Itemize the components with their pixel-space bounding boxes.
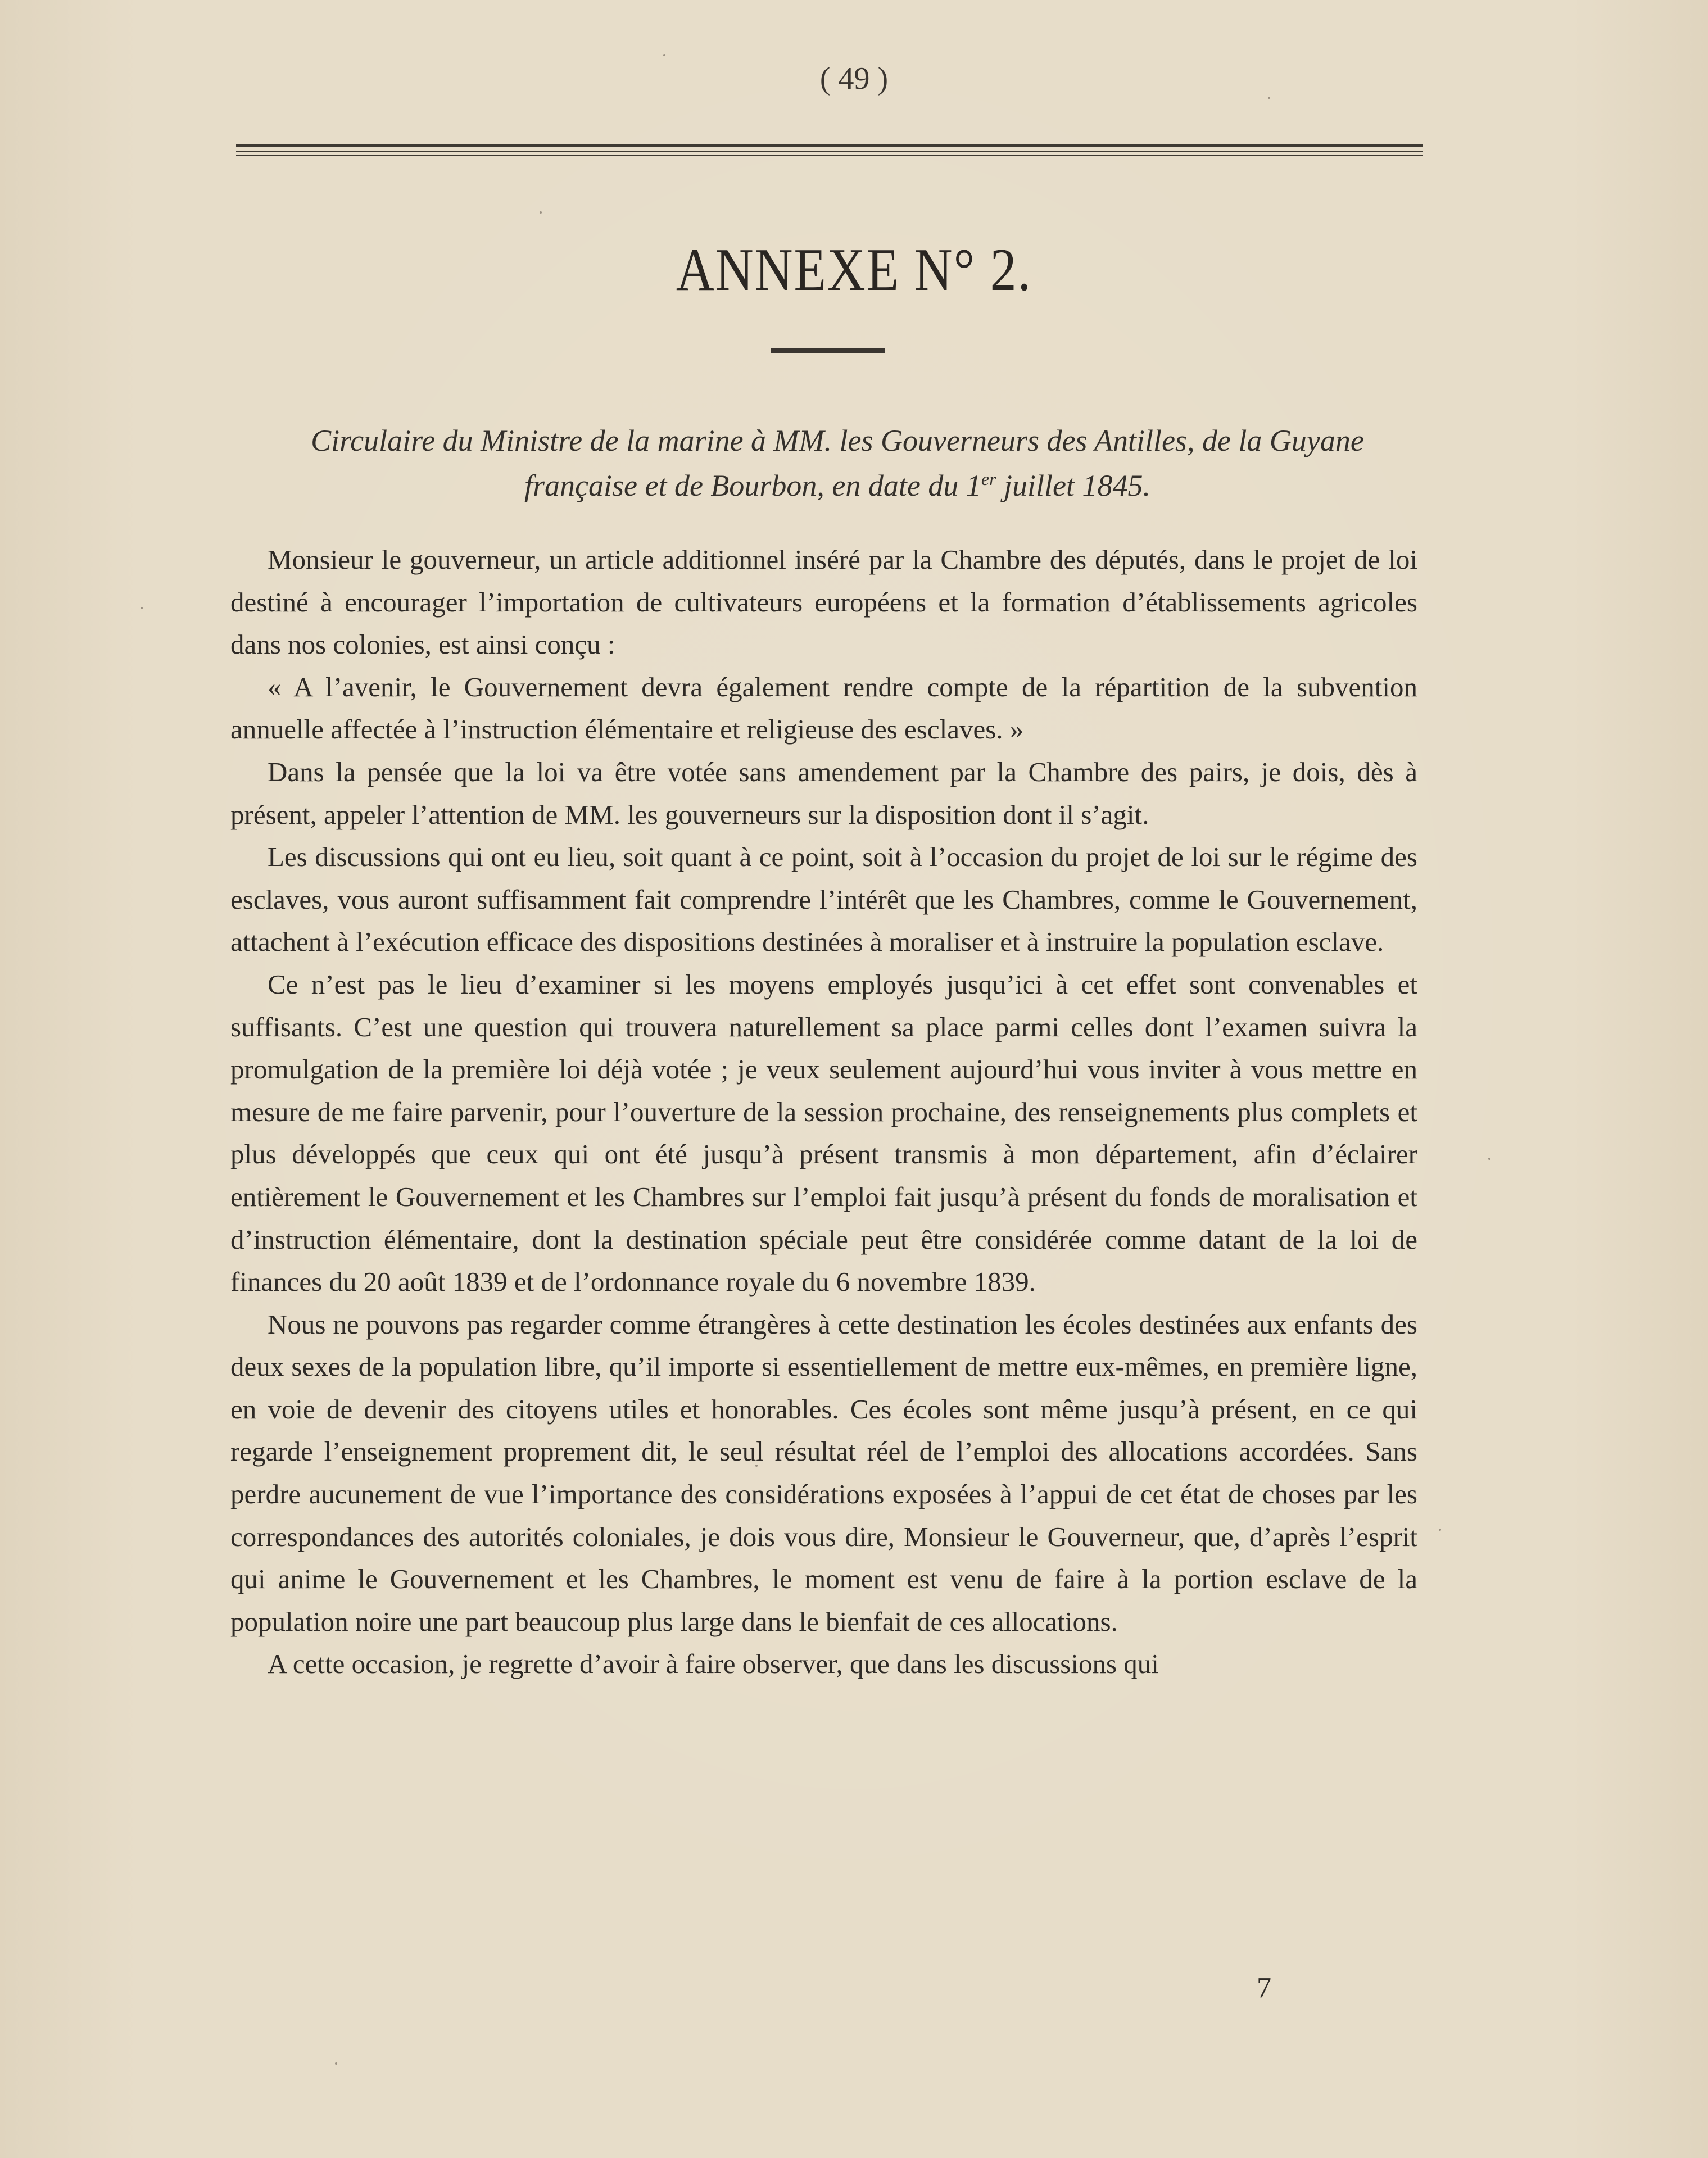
paper-speck [755, 1465, 758, 1467]
paragraph: Dans la pensée que la loi va être votée sans amendement par la Chambre des pairs, je dois, dès à présent, appeler l’attention de MM. les gouverneurs sur la disposition dont il s’agit. [230, 756, 1417, 830]
paragraph: Les discussions qui ont eu lieu, soit quant à ce point, soit à l’occasion du projet de loi sur le régime des esclaves, vous auront suffisamment fait comprendre l’intérêt que les Chambres, comme le Gouvernement, attachent à l’exécution efficace des dispositions destinées à moraliser et à instruire la population esclave. [230, 841, 1417, 958]
double-rule-inner [236, 151, 1423, 152]
paragraph: Nous ne pouvons pas regarder comme étrangères à cette destination les écoles destinées aux enfants des deux sexes de la population libre, qu’il importe si essentiellement de mettre eux-mêmes, en première ligne, en voie de devenir des citoyens utiles et honorables. Ces écoles sont même jusqu’à présent, en ce qui regarde l’enseignement proprement dit, le seul résultat réel de l’emploi des allocations accordées. Sans perdre aucunement de vue l’importance des considérations exposées à l’appui de cet état de choses par les correspondances des autorités coloniales, je dois vous dire, Monsieur le Gouverneur, que, d’après l’esprit qui anime le Gouvernement et les Chambres, le moment est venu de faire à la portion esclave de la population noire une part beaucoup plus large dans le bienfait de ces allocations. [230, 1308, 1417, 1637]
body-text [230, 538, 1417, 1685]
annex-title: ANNEXE N° 2. [676, 236, 1032, 303]
signature-mark: 7 [1257, 1972, 1271, 2004]
page-number: ( 49 ) [819, 61, 889, 96]
subtitle-line-1: Circulaire du Ministre de la marine à MM. les Gouverneurs des Antilles, de la Guyane [311, 424, 1364, 457]
paper-speck [540, 211, 542, 214]
title-underline [771, 348, 885, 353]
paper-speck [1488, 1158, 1490, 1160]
subtitle-superscript: er [981, 469, 996, 489]
paper-speck [663, 54, 665, 56]
paragraph: « A l’avenir, le Gouvernement devra également rendre compte de la répartition de la subvention annuelle affectée à l’instruction élémentaire et religieuse des esclaves. » [230, 671, 1417, 745]
subtitle-line-2-start: française et de Bourbon, en date du 1 [524, 469, 981, 502]
paper-speck [1268, 97, 1270, 99]
double-rule [236, 144, 1423, 156]
paragraph: Monsieur le gouverneur, un article additionnel inséré par la Chambre des députés, dans le projet de loi destiné à encourager l’importation de cultivateurs européens et la formation d’établissements agricoles dans nos colonies, est ainsi conçu : [230, 544, 1417, 660]
paragraph: Ce n’est pas le lieu d’examiner si les moyens employés jusqu’ici à cet effet sont convenables et suffisants. C’est une question qui trouvera naturellement sa place parmi celles dont l’examen suivra la promulgation de la première loi déjà votée ; je veux seulement aujourd’hui vous inviter à vous mettre en mesure de me faire parvenir, pour l’ouverture de la session prochaine, des renseignements plus complets et plus développés que ceux qui ont été jusqu’à présent transmis à mon département, afin d’éclairer entièrement le Gouvernement et les Chambres sur l’emploi fait jusqu’à présent du fonds de moralisation et d’instruction élémentaire, dont la destination spéciale peut être considérée comme datant de la loi de finances du 20 août 1839 et de l’ordonnance royale du 6 novembre 1839. [230, 968, 1417, 1298]
subtitle-line-2 [247, 463, 1428, 508]
paper-speck [141, 607, 143, 609]
paragraph: A cette occasion, je regrette d’avoir à faire observer, que dans les discussions qui [268, 1648, 1159, 1680]
subtitle [247, 418, 1428, 508]
paper-speck [1439, 1529, 1441, 1531]
paper-speck [335, 2062, 337, 2065]
subtitle-line-2-end: juillet 1845. [996, 469, 1150, 502]
